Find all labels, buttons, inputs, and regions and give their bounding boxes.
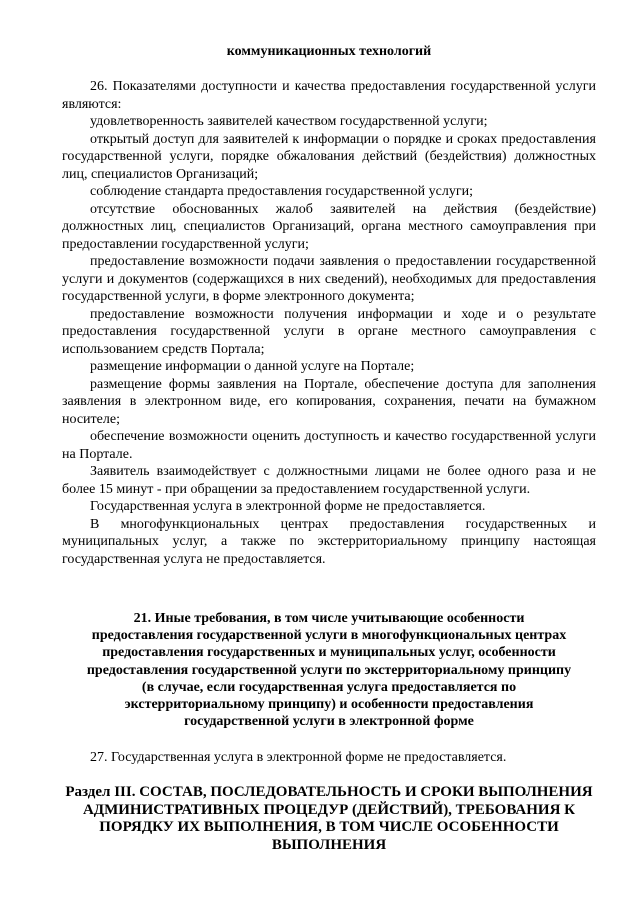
- paragraph-27: 27. Государственная услуга в электронной форме не предоставляется.: [90, 750, 507, 766]
- section-21-heading-line: 21. Иные требования, в том числе учитывающие особенности: [133, 611, 525, 626]
- section-21-heading-line: предоставления государственной услуги в многофункциональных центрах: [91, 628, 567, 644]
- list-item-satisfaction: удовлетворенность заявителей качеством государственной услуги;: [90, 114, 488, 129]
- chapter-3-heading-line: ВЫПОЛНЕНИЯ: [271, 836, 387, 853]
- list-item-progress-info: предоставление возможности получения информации и ходе и о результате предоставления государственной услуги в органе местного самоуправления с использованием средств Портала;: [62, 306, 596, 357]
- list-item-quality-rating: обеспечение возможности оценить доступность и качество государственной услуги на Портале.: [62, 429, 596, 462]
- paragraph-mfc: В многофункциональных центрах предоставления государственных и муниципальных услуг, а также по экстерриториальному принципу настоящая государственная услуга не предоставляется.: [62, 516, 596, 567]
- section-21-heading: [76, 610, 582, 730]
- section-20-body: [62, 78, 596, 568]
- list-item-no-complaints: отсутствие обоснованных жалоб заявителей на действия (бездействие) должностных лиц, специалистов Организаций, органа местного самоуправления при предоставлении государственной услуги;: [62, 201, 596, 252]
- list-item-form-on-portal: размещение формы заявления на Портале, обеспечение доступа для заполнения заявления в электронном виде, его копирования, сохранения, печати на бумажном носителе;: [62, 376, 596, 427]
- section-21-heading-line: предоставления государственных и муниципальных услуг, особенности: [102, 645, 556, 661]
- list-item-portal-info: размещение информации о данной услуге на Портале;: [90, 359, 415, 374]
- paragraph-26-intro: 26. Показателями доступности и качества предоставления государственной услуги являются:: [62, 79, 596, 112]
- chapter-3-heading: [62, 784, 596, 854]
- paragraph-interaction-limit: Заявитель взаимодействует с должностными лицами не более одного раза и не более 15 минут - при обращении за предоставлением государственной услуги.: [62, 464, 596, 497]
- continued-heading: коммуникационных технологий: [226, 44, 432, 59]
- section-21-heading-line: предоставления государственной услуги по экстерриториальному принципу: [86, 662, 572, 678]
- list-item-standard: соблюдение стандарта предоставления государственной услуги;: [90, 184, 473, 199]
- section-21-heading-line: государственной услуги в электронной форме: [184, 714, 474, 730]
- section-21-heading-line: (в случае, если государственная услуга предоставляется по: [141, 679, 517, 695]
- section-21-heading-line: экстерриториальному принципу) и особенности предоставления: [124, 697, 534, 713]
- paragraph-no-electronic-form: Государственная услуга в электронной форме не предоставляется.: [90, 499, 486, 514]
- chapter-3-heading-line: ПОРЯДКУ ИХ ВЫПОЛНЕНИЯ, В ТОМ ЧИСЛЕ ОСОБЕННОСТИ: [99, 819, 559, 836]
- list-item-open-access: открытый доступ для заявителей к информации о порядке и сроках предоставления государственной услуги, порядке обжалования действий (бездействия) должностных лиц, специалистов Организаций;: [62, 131, 596, 182]
- chapter-3-heading-line: Раздел III. СОСТАВ, ПОСЛЕДОВАТЕЛЬНОСТЬ И СРОКИ ВЫПОЛНЕНИЯ: [65, 784, 593, 801]
- chapter-3-heading-line: АДМИНИСТРАТИВНЫХ ПРОЦЕДУР (ДЕЙСТВИЙ), ТРЕБОВАНИЯ К: [82, 801, 576, 818]
- list-item-electronic-application: предоставление возможности подачи заявления о предоставлении государственной услуги и документов (содержащихся в них сведений), необходимых для предоставления государственной услуги, в форме электронного документа;: [62, 254, 596, 304]
